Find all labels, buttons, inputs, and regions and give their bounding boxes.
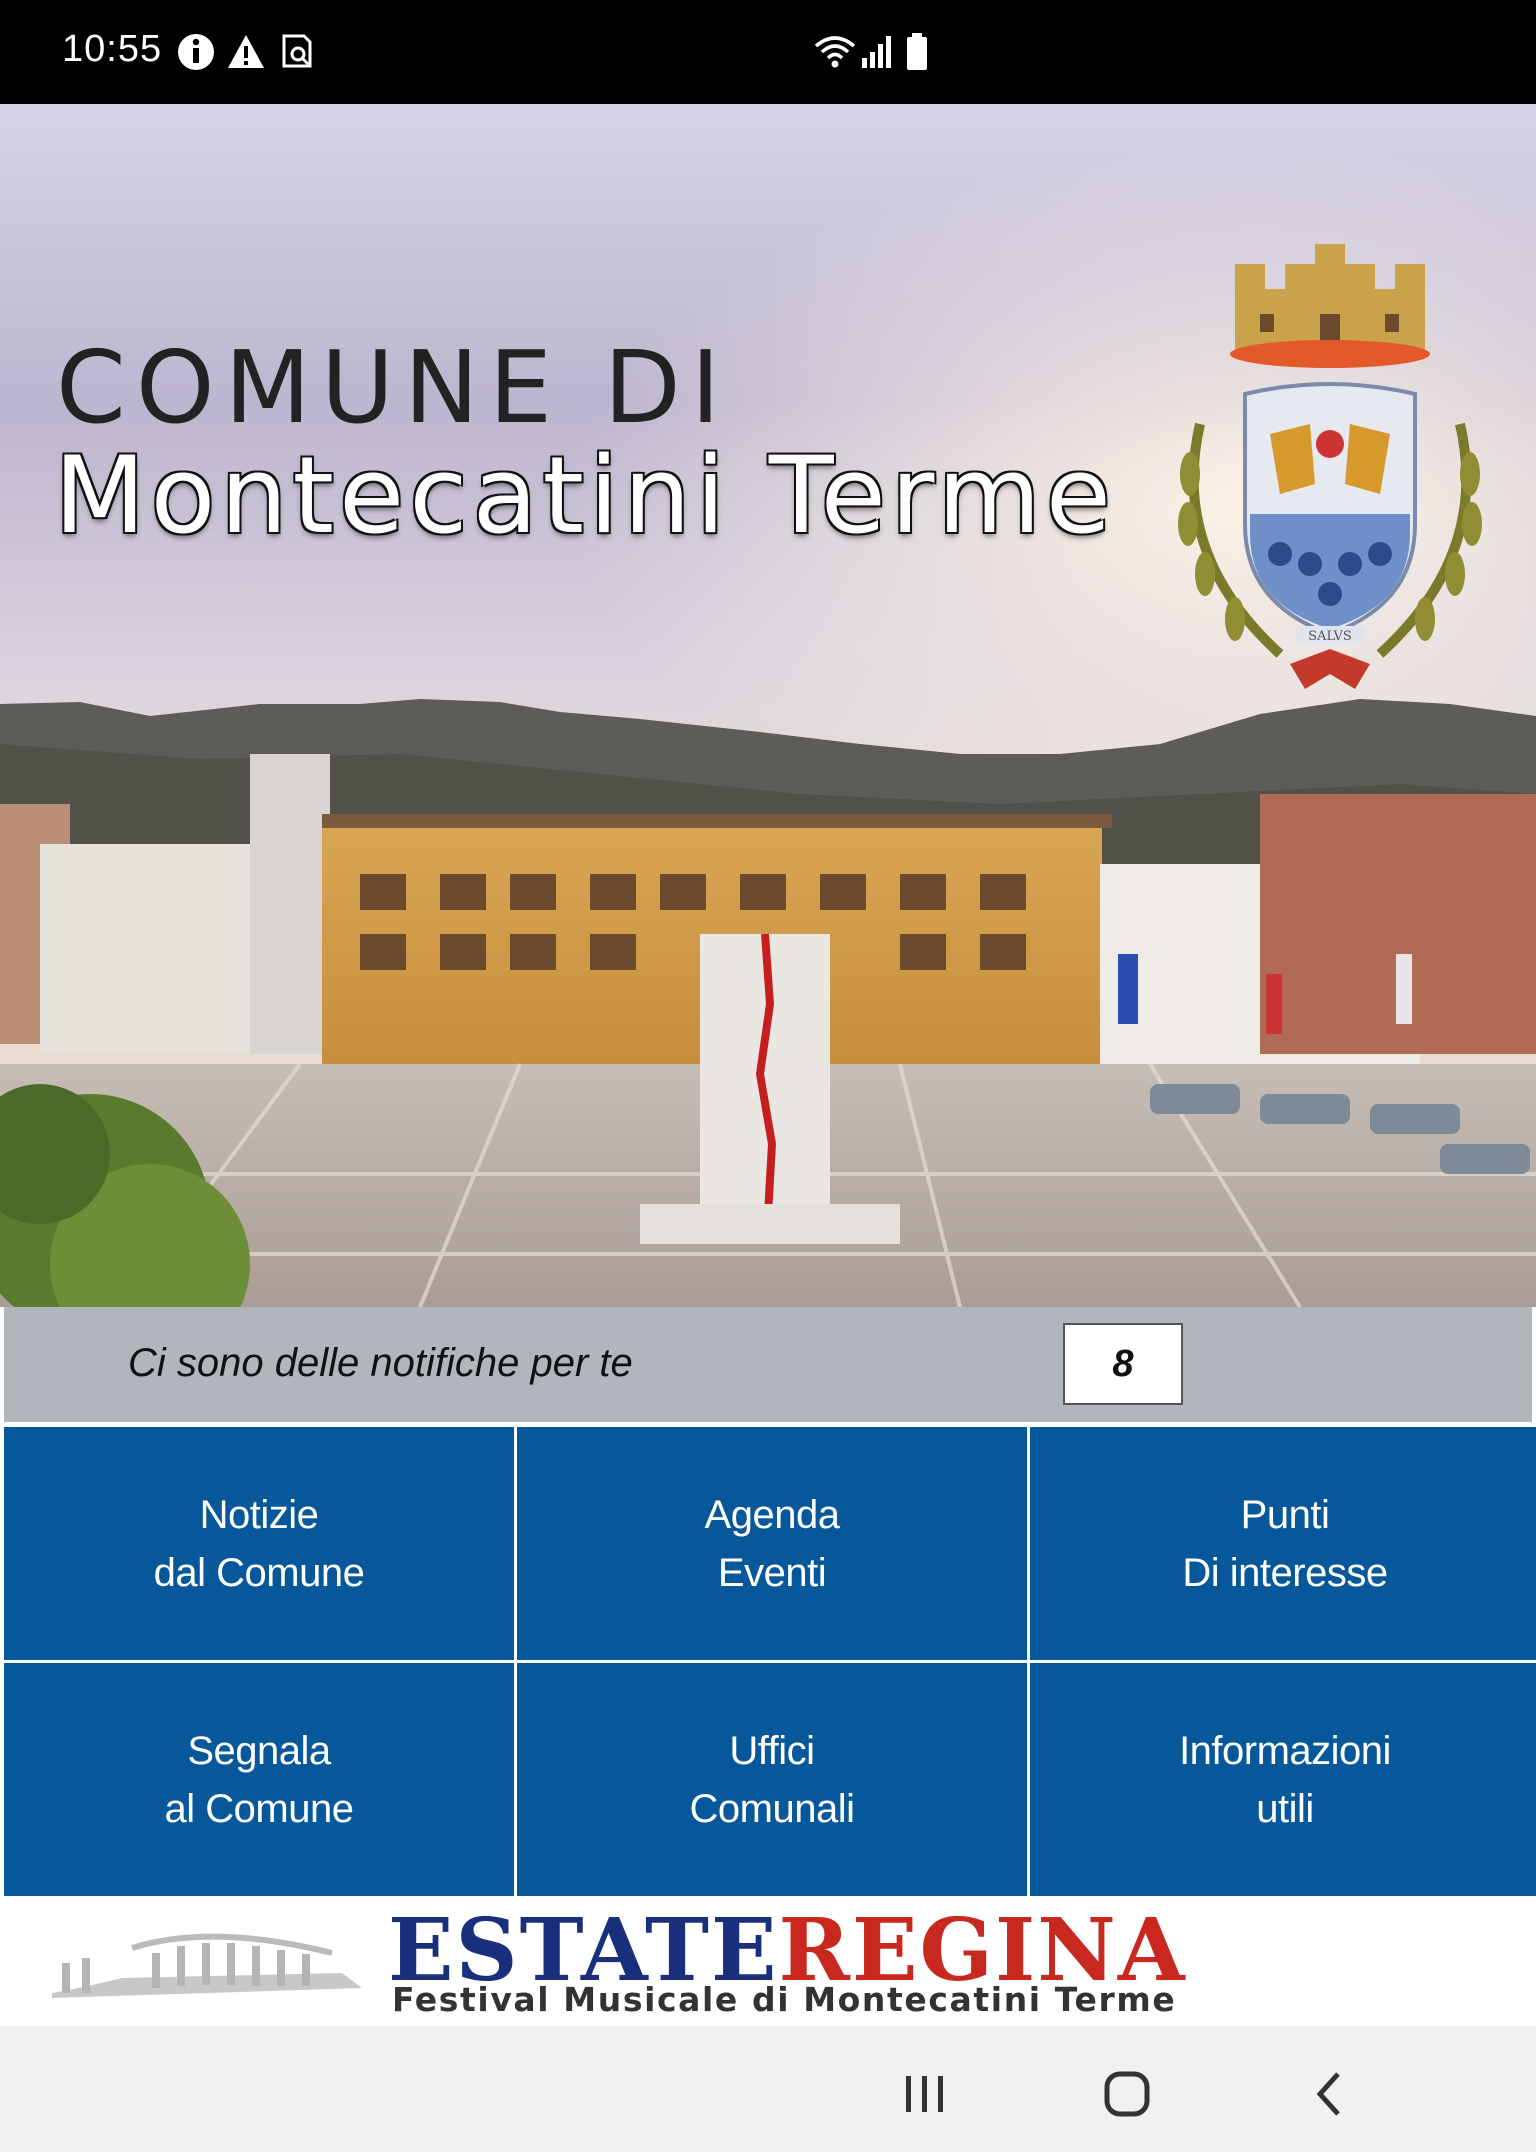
tile-label-line1: Uffici [729,1728,815,1773]
tile-uffici-comunali[interactable] [517,1663,1027,1896]
signal-icon [860,32,894,72]
hero-banner [0,104,1536,1307]
tile-label-line1: Informazioni [1179,1728,1391,1773]
main-menu-grid [4,1427,1534,1896]
notification-count-badge[interactable]: 8 [1063,1323,1183,1405]
tile-segnala-al-comune[interactable] [4,1663,514,1896]
notification-message: Ci sono delle notifiche per te [128,1341,633,1385]
banner-subtitle: Festival Musicale di Montecatini Terme [392,1980,1177,2019]
tile-label-line1: Agenda [704,1492,840,1537]
tile-punti-di-interesse[interactable] [1030,1427,1536,1660]
hero-title-line2: Montecatini Terme [54,434,1116,557]
tile-label-line2: Di interesse [1182,1550,1388,1595]
system-navigation-bar [0,2026,1536,2152]
tile-label-line1: Notizie [199,1492,319,1537]
warning-icon [226,32,266,72]
tile-label-line2: dal Comune [153,1550,365,1595]
home-icon[interactable] [1097,2064,1157,2124]
tile-label-line1: Punti [1240,1492,1330,1537]
tile-label-line2: Comunali [689,1786,855,1831]
crest-motto: SALVS [1308,629,1352,644]
screenshot-search-icon [278,32,318,72]
status-time: 10:55 [62,28,163,70]
back-icon[interactable] [1300,2064,1360,2124]
tile-informazioni-utili[interactable] [1030,1663,1536,1896]
hero-title-line1: COMUNE DI [56,329,731,446]
status-bar [0,0,1536,104]
info-icon [176,32,216,72]
banner-title-estate: ESTATE [388,1900,779,2001]
tile-label-line2: utili [1256,1786,1314,1831]
tile-label-line1: Segnala [187,1728,331,1773]
battery-icon [904,32,930,72]
tile-notizie-dal-comune[interactable] [4,1427,514,1660]
tile-label-line2: Eventi [717,1550,827,1595]
wifi-icon [812,32,858,72]
tile-label-line2: al Comune [164,1786,354,1831]
building-facade-logo-icon [42,1918,372,2008]
coat-of-arms-icon [1160,224,1500,694]
estate-regina-banner[interactable] [4,1898,1532,2026]
recent-apps-icon[interactable] [894,2064,954,2124]
banner-title-regina: REGINA [778,1900,1187,2001]
tile-agenda-eventi[interactable] [517,1427,1027,1660]
notification-bar[interactable] [4,1307,1532,1422]
